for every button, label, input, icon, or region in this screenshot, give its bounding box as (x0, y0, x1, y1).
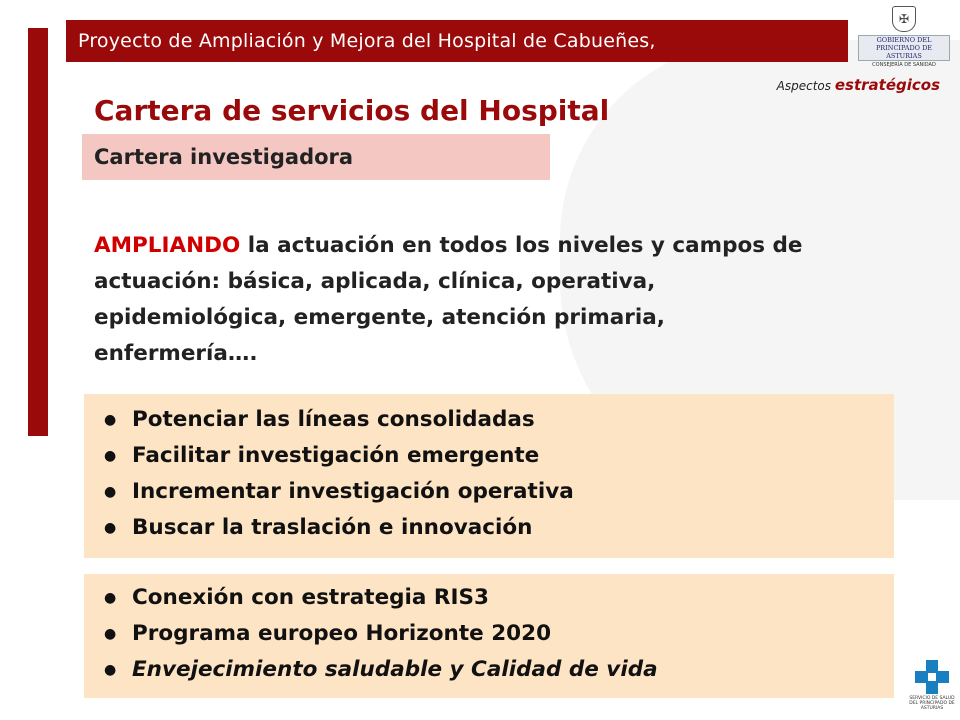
bullet-icon: ● (104, 412, 117, 428)
health-cross-icon (915, 660, 949, 694)
objectives-list (84, 394, 894, 546)
government-logo-text (858, 35, 950, 61)
intro-text: la actuación en todos los niveles y campos de actuación: básica, aplicada, clínica, operativa, epidemiológica, emergente, atención primaria, enfermería…. (94, 233, 803, 366)
top-banner (66, 20, 848, 62)
strategy-box (84, 574, 894, 698)
bullet-icon: ● (104, 662, 117, 678)
list-item: ● Facilitar investigación emergente (84, 438, 894, 474)
bullet-icon: ● (104, 520, 117, 536)
strategy-list (84, 574, 894, 688)
government-logo (856, 6, 952, 72)
objectives-box (84, 394, 894, 558)
health-service-logo (908, 660, 956, 716)
section-label-accent: estratégicos (834, 76, 940, 94)
bullet-icon: ● (104, 590, 117, 606)
page-title: Cartera de servicios del Hospital (94, 94, 610, 127)
gov-logo-line3: CONSEJERÍA DE SANIDAD (872, 62, 936, 68)
intro-highlight: AMPLIANDO (94, 233, 241, 258)
crest-icon: ✠ (892, 6, 916, 32)
list-item: ● Programa europeo Horizonte 2020 (84, 616, 894, 652)
bullet-icon: ● (104, 484, 117, 500)
banner-text: Proyecto de Ampliación y Mejora del Hospital de Cabueñes, (78, 30, 656, 52)
section-label-prefix: Aspectos (776, 79, 832, 93)
list-item: ● Potenciar las líneas consolidadas (84, 402, 894, 438)
list-item: ● Envejecimiento saludable y Calidad de vida (84, 652, 894, 688)
left-accent-bar (28, 28, 48, 436)
intro-paragraph (94, 228, 834, 372)
bullet-icon: ● (104, 448, 117, 464)
gov-logo-line1: GOBIERNO DEL (876, 36, 932, 44)
subtitle-box (82, 134, 550, 180)
gov-logo-line2: PRINCIPADO DE ASTURIAS (875, 44, 933, 60)
bullet-icon: ● (104, 626, 117, 642)
section-label (777, 76, 940, 94)
list-item: ● Buscar la traslación e innovación (84, 510, 894, 546)
list-item: ● Incrementar investigación operativa (84, 474, 894, 510)
health-service-logo-text: SERVICIO DE SALUD DEL PRINCIPADO DE ASTURIAS (909, 696, 955, 711)
subtitle: Cartera investigadora (94, 145, 354, 169)
list-item: ● Conexión con estrategia RIS3 (84, 580, 894, 616)
